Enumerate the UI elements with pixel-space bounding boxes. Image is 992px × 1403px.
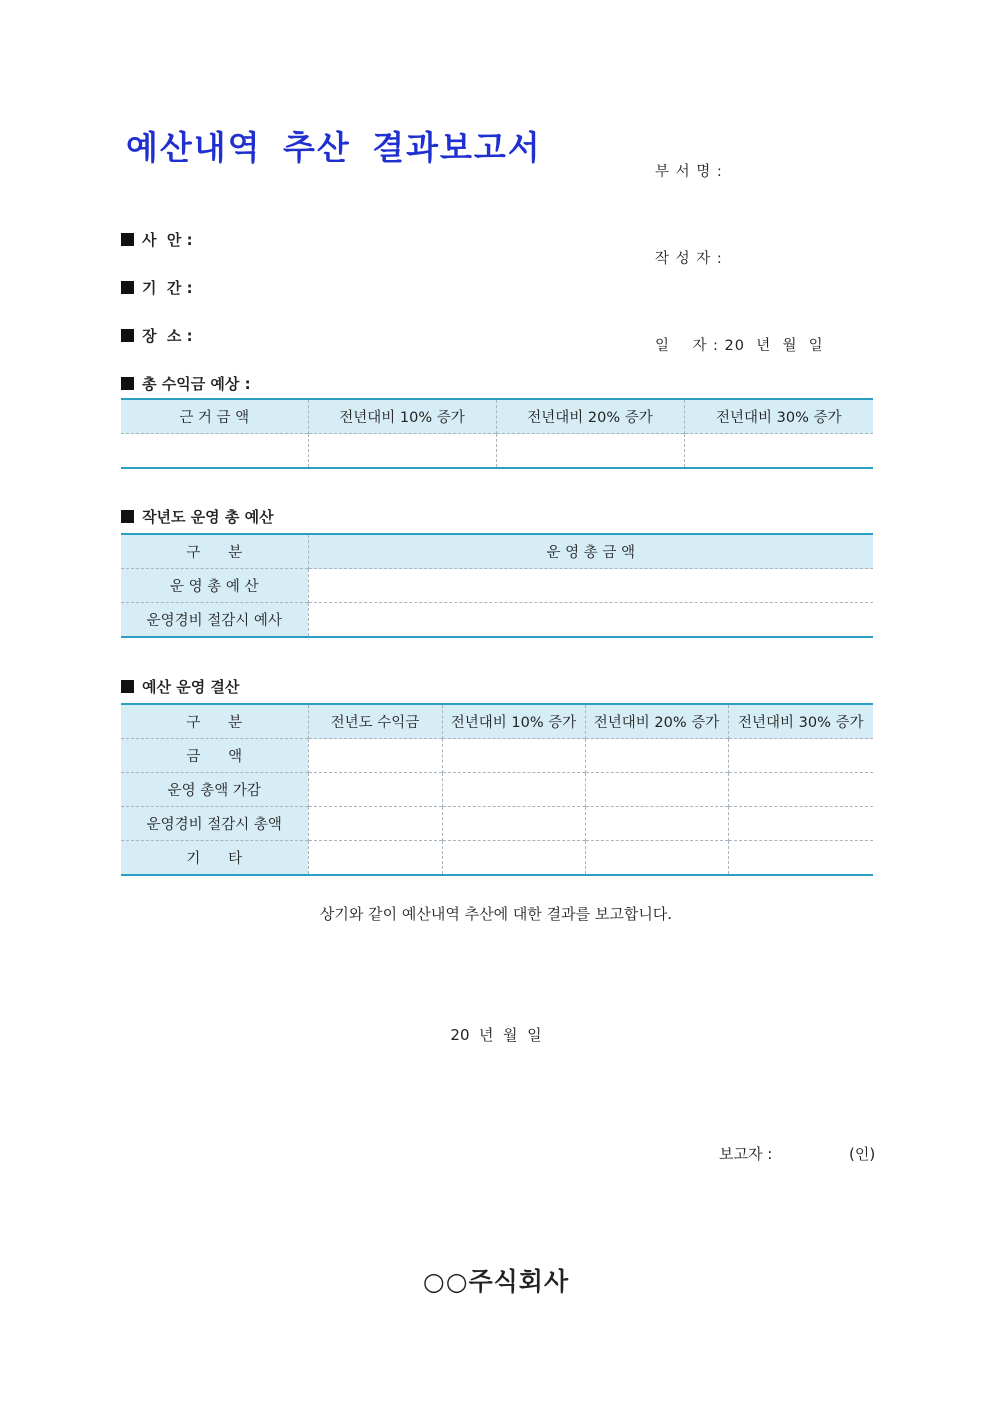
table-cell[interactable]	[308, 841, 442, 876]
row-label-cell: 금 액	[121, 739, 308, 773]
table-header-cell: 전년대비 10% 증가	[442, 704, 585, 739]
table-cell[interactable]	[728, 807, 873, 841]
table-cell[interactable]	[308, 807, 442, 841]
table-header-row	[121, 704, 873, 739]
table-header-cell: 구 분	[121, 534, 308, 569]
table-cell[interactable]	[308, 773, 442, 807]
date-field: 일 자 : 20 년 월 일	[655, 338, 824, 354]
section-period-label: 기 간 :	[142, 279, 193, 297]
table-header-cell: 전년도 수익금	[308, 704, 442, 739]
table-cell[interactable]	[442, 773, 585, 807]
section-place	[121, 325, 193, 347]
section-prev-budget	[121, 506, 274, 528]
settlement-table	[121, 703, 873, 876]
table-cell[interactable]	[308, 569, 873, 603]
table-header-cell: 운 영 총 금 액	[308, 534, 873, 569]
table-header-cell: 전년대비 20% 증가	[496, 399, 684, 434]
section-case-label: 사 안 :	[142, 231, 193, 249]
dept-field: 부 서 명 :	[655, 164, 723, 180]
section-place-label: 장 소 :	[142, 327, 193, 345]
square-bullet-icon	[121, 281, 134, 294]
table-header-cell: 전년대비 20% 증가	[585, 704, 728, 739]
table-cell[interactable]	[121, 434, 308, 469]
report-date: 20 년 월 일	[450, 1026, 542, 1044]
table-cell[interactable]	[308, 739, 442, 773]
table-row	[121, 569, 873, 603]
table-cell[interactable]	[442, 807, 585, 841]
table-row	[121, 807, 873, 841]
table-cell[interactable]	[728, 739, 873, 773]
closing-statement: 상기와 같이 예산내역 추산에 대한 결과를 보고합니다.	[319, 905, 673, 923]
row-label-cell: 운 영 총 예 산	[121, 569, 308, 603]
row-label-cell: 기 타	[121, 841, 308, 876]
table-header-cell: 전년대비 30% 증가	[728, 704, 873, 739]
table-cell[interactable]	[728, 773, 873, 807]
section-period	[121, 277, 193, 299]
section-revenue	[121, 373, 251, 395]
square-bullet-icon	[121, 329, 134, 342]
table-cell[interactable]	[496, 434, 684, 469]
row-label-cell: 운영경비 절감시 총액	[121, 807, 308, 841]
table-header-row	[121, 399, 873, 434]
table-cell[interactable]	[585, 807, 728, 841]
section-case	[121, 229, 193, 251]
square-bullet-icon	[121, 510, 134, 523]
prev-budget-table	[121, 533, 873, 638]
table-row	[121, 603, 873, 638]
table-header-cell: 전년대비 10% 증가	[308, 399, 496, 434]
table-cell[interactable]	[308, 434, 496, 469]
page-title: 예산내역 추산 결과보고서	[126, 128, 542, 167]
revenue-table	[121, 398, 873, 469]
square-bullet-icon	[121, 233, 134, 246]
section-prev-budget-label: 작년도 운영 총 예산	[142, 508, 274, 526]
table-cell[interactable]	[442, 739, 585, 773]
table-row	[121, 739, 873, 773]
table-cell[interactable]	[442, 841, 585, 876]
meta-block	[655, 100, 824, 390]
section-revenue-label: 총 수익금 예상 :	[142, 375, 251, 393]
square-bullet-icon	[121, 377, 134, 390]
table-header-cell: 근 거 금 액	[121, 399, 308, 434]
table-header-cell: 구 분	[121, 704, 308, 739]
seal-mark: (인)	[849, 1145, 876, 1163]
square-bullet-icon	[121, 680, 134, 693]
section-settlement-label: 예산 운영 결산	[142, 678, 240, 696]
table-cell[interactable]	[308, 603, 873, 638]
section-settlement	[121, 676, 239, 698]
table-cell[interactable]	[585, 773, 728, 807]
table-row	[121, 434, 873, 469]
table-cell[interactable]	[585, 739, 728, 773]
company-name: ○○주식회사	[422, 1267, 570, 1296]
table-cell[interactable]	[728, 841, 873, 876]
row-label-cell: 운영경비 절감시 예사	[121, 603, 308, 638]
table-header-cell: 전년대비 30% 증가	[684, 399, 873, 434]
table-cell[interactable]	[585, 841, 728, 876]
row-label-cell: 운영 총액 가감	[121, 773, 308, 807]
table-row	[121, 841, 873, 876]
reporter-label: 보고자 :	[719, 1145, 773, 1163]
table-cell[interactable]	[684, 434, 873, 469]
table-header-row	[121, 534, 873, 569]
table-row	[121, 773, 873, 807]
author-field: 작 성 자 :	[655, 251, 723, 267]
